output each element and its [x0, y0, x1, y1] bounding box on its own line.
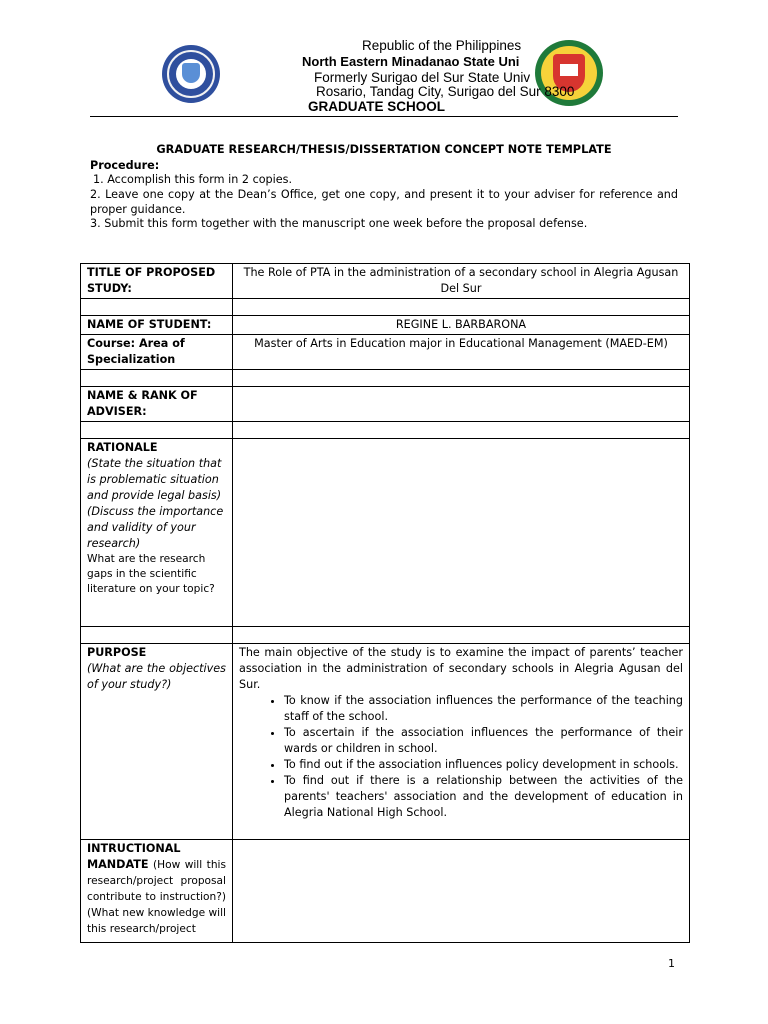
objective-item: • To find out if the association influences policy development in schools. — [284, 757, 683, 773]
title-label: TITLE OF PROPOSED STUDY: — [81, 264, 233, 299]
title-row — [81, 264, 690, 299]
adviser-row — [81, 387, 690, 422]
objective-item: • To find out if there is a relationship between the activities of the parents' teachers' association and the development of education in Alegria National High School. — [284, 773, 683, 821]
adviser-label: NAME & RANK OF ADVISER: — [81, 387, 233, 422]
student-row — [81, 316, 690, 335]
purpose-value — [233, 644, 690, 840]
purpose-hint: (What are the objectives of your study?) — [87, 662, 226, 691]
title-value: The Role of PTA in the administration of a secondary school in Alegria Agusan Del Sur — [233, 264, 690, 299]
purpose-label: PURPOSE — [87, 646, 147, 659]
spacer-row — [81, 627, 690, 644]
mandate-row — [81, 840, 690, 943]
header-university-name: North Eastern Minadanao State Uni — [302, 54, 520, 69]
mandate-value[interactable] — [233, 840, 690, 943]
course-value: Master of Arts in Education major in Educational Management (MAED-EM) — [233, 335, 690, 370]
student-label: NAME OF STUDENT: — [81, 316, 233, 335]
header-former-name: Formerly Surigao del Sur State Univ — [314, 70, 531, 85]
spacer-row — [81, 370, 690, 387]
purpose-row — [81, 644, 690, 840]
objective-item: • To ascertain if the association influences the performance of their wards or children in school. — [284, 725, 683, 757]
document-title: GRADUATE RESEARCH/THESIS/DISSERTATION CONCEPT NOTE TEMPLATE — [156, 143, 612, 156]
rationale-instruction-1: (State the situation that is problematic situation and provide legal basis) — [87, 457, 222, 502]
header-address: Rosario, Tandag City, Surigao del Sur 8300 — [316, 84, 575, 99]
procedure-step-3: 3. Submit this form together with the manuscript one week before the proposal defense. — [90, 217, 588, 230]
procedure-step-1: 1. Accomplish this form in 2 copies. — [93, 173, 293, 186]
header-republic: Republic of the Philippines — [362, 38, 522, 53]
purpose-label-cell — [81, 644, 233, 840]
adviser-value[interactable] — [233, 387, 690, 422]
procedure-label: Procedure: — [90, 159, 160, 172]
mandate-hint: (How will this research/project proposal contribute to instruction?) (What new knowledge will this research/project — [87, 859, 226, 935]
purpose-intro: The main objective of the study is to examine the impact of parents’ teacher association in the administration of secondary schools in Alegria Agusan del Sur. — [239, 646, 683, 691]
student-value: REGINE L. BARBARONA — [233, 316, 690, 335]
rationale-research-gaps: What are the research gaps in the scientific literature on your topic? — [87, 553, 215, 595]
university-seal-logo — [162, 45, 220, 103]
concept-note-table — [80, 263, 690, 943]
rationale-value[interactable] — [233, 439, 690, 627]
header-graduate-school: GRADUATE SCHOOL — [308, 99, 445, 114]
rationale-instruction-2: (Discuss the importance and validity of your research) — [87, 505, 224, 550]
rationale-row — [81, 439, 690, 627]
procedure-step-2: 2. Leave one copy at the Dean’s Office, get one copy, and present it to your adviser for reference and proper guidance. — [90, 188, 678, 216]
course-label: Course: Area of Specialization — [81, 335, 233, 370]
spacer-row — [81, 422, 690, 439]
rationale-label: RATIONALE — [87, 441, 158, 454]
spacer-row — [81, 299, 690, 316]
objective-item: • To know if the association influences the performance of the teaching staff of the school. — [284, 693, 683, 725]
rationale-label-cell — [81, 439, 233, 627]
mandate-label: INTRUCTIONAL MANDATE — [87, 842, 181, 871]
header-divider — [90, 116, 678, 117]
mandate-label-cell — [81, 840, 233, 943]
page-number: 1 — [668, 957, 675, 970]
objectives-list — [239, 693, 683, 821]
course-row — [81, 335, 690, 370]
